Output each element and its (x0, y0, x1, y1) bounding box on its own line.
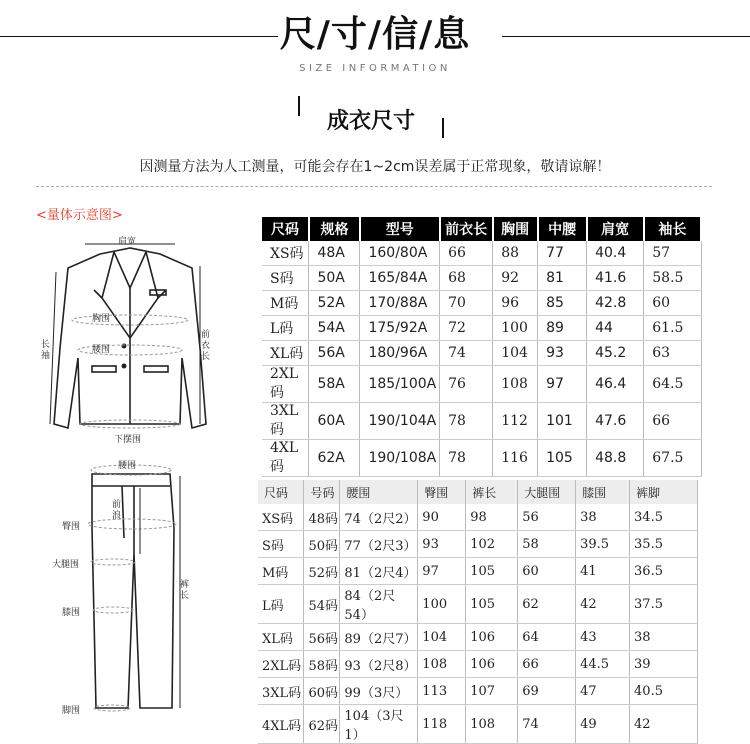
page-title: 尺/寸/信/息 (279, 14, 471, 55)
table-cell: M码 (258, 558, 304, 585)
jacket-size-table (262, 217, 702, 477)
table-cell: 39 (630, 651, 698, 678)
table-row (258, 705, 698, 744)
table-cell: 4XL码 (258, 705, 304, 744)
table-cell: 74 (440, 341, 493, 366)
table-cell: 66 (440, 241, 493, 266)
table-cell: 42.8 (587, 291, 644, 316)
table-cell: 101 (538, 403, 587, 440)
table-cell: 58 (518, 531, 576, 558)
table-cell: 54A (309, 316, 360, 341)
table-cell: 108 (493, 366, 538, 403)
table-cell: 49 (576, 705, 630, 744)
table-cell: 61.5 (644, 316, 701, 341)
table-cell: 78 (440, 440, 493, 477)
table-cell: 4XL码 (262, 440, 309, 477)
table-cell: 58A (309, 366, 360, 403)
table-row (262, 291, 701, 316)
dashed-divider (36, 186, 712, 187)
table-cell: 64 (518, 624, 576, 651)
table-cell: L码 (262, 316, 309, 341)
table-cell: 77（2尺3） (340, 531, 418, 558)
table-cell: 100 (493, 316, 538, 341)
table-cell: 66 (644, 403, 701, 440)
label-front-length: 前衣长 (201, 330, 211, 362)
table-cell: 112 (493, 403, 538, 440)
label-leg-opening: 脚围 (62, 706, 81, 716)
table-cell: 60码 (304, 678, 340, 705)
table-cell: 76 (440, 366, 493, 403)
table-cell: 74 (518, 705, 576, 744)
table-cell: 93 (418, 531, 466, 558)
section-title-box (298, 96, 444, 140)
table-cell: 69 (518, 678, 576, 705)
table-cell: 97 (418, 558, 466, 585)
table-cell: 58.5 (644, 266, 701, 291)
table-cell: 98 (466, 504, 518, 531)
header-cell: 大腿围 (518, 480, 576, 504)
table-row (262, 241, 701, 266)
table-cell: 38 (576, 504, 630, 531)
table-row (258, 585, 698, 624)
jacket-diagram (30, 228, 230, 448)
table-cell: 106 (466, 624, 518, 651)
table-cell: 62 (518, 585, 576, 624)
table-cell: 37.5 (630, 585, 698, 624)
table-cell: 57 (644, 241, 701, 266)
table-cell: 48码 (304, 504, 340, 531)
table-cell: XS码 (258, 504, 304, 531)
table-cell: 92 (493, 266, 538, 291)
table-cell: 44 (587, 316, 644, 341)
table-cell: 89（2尺7） (340, 624, 418, 651)
table-cell: 96 (493, 291, 538, 316)
table-cell: 116 (493, 440, 538, 477)
table-cell: 185/100A (360, 366, 440, 403)
header-cell: 尺码 (262, 217, 309, 241)
label-knee: 膝围 (62, 608, 81, 618)
table-cell: 62码 (304, 705, 340, 744)
table-cell: 90 (418, 504, 466, 531)
label-pants-waist: 腰围 (118, 461, 137, 471)
table-cell: 35.5 (630, 531, 698, 558)
table-cell: 190/104A (360, 403, 440, 440)
table-cell: 105 (466, 585, 518, 624)
table-row (262, 403, 701, 440)
table-cell: 42 (630, 705, 698, 744)
table-cell: 104（3尺1） (340, 705, 418, 744)
table-row (258, 531, 698, 558)
table-cell: XL码 (258, 624, 304, 651)
table-cell: 102 (466, 531, 518, 558)
table-cell: 54码 (304, 585, 340, 624)
table-cell: 3XL码 (262, 403, 309, 440)
table-cell: 42 (576, 585, 630, 624)
table-cell: 52A (309, 291, 360, 316)
table-cell: S码 (258, 531, 304, 558)
header-cell: 膝围 (576, 480, 630, 504)
label-pants-length: 裤长 (180, 580, 190, 601)
pants-size-table (258, 480, 698, 744)
table-cell: 56A (309, 341, 360, 366)
table-cell: 60 (644, 291, 701, 316)
table-cell: 165/84A (360, 266, 440, 291)
page-subtitle: SIZE INFORMATION (299, 63, 451, 74)
table-cell: 60 (518, 558, 576, 585)
table-cell: 77 (538, 241, 587, 266)
table-cell: 113 (418, 678, 466, 705)
table-cell: 84（2尺54） (340, 585, 418, 624)
table-cell: 74（2尺2） (340, 504, 418, 531)
table-cell: 108 (466, 705, 518, 744)
section-title: 成衣尺寸 (326, 109, 415, 134)
label-waist: 腰围 (92, 345, 111, 355)
table-cell: L码 (258, 585, 304, 624)
table-cell: 93（2尺8） (340, 651, 418, 678)
table-cell: 56码 (304, 624, 340, 651)
table-cell: M码 (262, 291, 309, 316)
label-shoulder: 肩宽 (118, 237, 137, 247)
table-cell: 48A (309, 241, 360, 266)
table-row (258, 558, 698, 585)
table-cell: 190/108A (360, 440, 440, 477)
header-cell: 前衣长 (440, 217, 493, 241)
table-cell: 106 (466, 651, 518, 678)
table-header-row (258, 480, 698, 504)
table-cell: 2XL码 (262, 366, 309, 403)
label-front-rise: 前浪 (112, 500, 122, 521)
table-cell: XS码 (262, 241, 309, 266)
measurement-notice: 因测量方法为人工测量，可能会存在1~2cm误差属于正常现象，敬请谅解！ (139, 159, 611, 175)
table-cell: 170/88A (360, 291, 440, 316)
table-cell: 88 (493, 241, 538, 266)
header-cell: 尺码 (258, 480, 304, 504)
table-cell: 52码 (304, 558, 340, 585)
table-cell: 62A (309, 440, 360, 477)
table-cell: 72 (440, 316, 493, 341)
table-cell: 118 (418, 705, 466, 744)
header-cell: 臀围 (418, 480, 466, 504)
header-cell: 型号 (360, 217, 440, 241)
table-cell: 40.5 (630, 678, 698, 705)
table-cell: 105 (466, 558, 518, 585)
table-cell: 47 (576, 678, 630, 705)
table-cell: S码 (262, 266, 309, 291)
table-cell: 66 (518, 651, 576, 678)
table-cell: 45.2 (587, 341, 644, 366)
table-cell: 50码 (304, 531, 340, 558)
table-cell: 38 (630, 624, 698, 651)
table-cell: 48.8 (587, 440, 644, 477)
table-row (262, 341, 701, 366)
diagram-label: <量体示意图> (36, 208, 123, 223)
header-cell: 胸围 (493, 217, 538, 241)
table-cell: 60A (309, 403, 360, 440)
table-cell: 39.5 (576, 531, 630, 558)
table-cell: 85 (538, 291, 587, 316)
table-row (258, 678, 698, 705)
table-cell: 107 (466, 678, 518, 705)
header-cell: 中腰 (538, 217, 587, 241)
table-cell: 81（2尺4） (340, 558, 418, 585)
table-cell: 97 (538, 366, 587, 403)
table-cell: 93 (538, 341, 587, 366)
table-cell: 70 (440, 291, 493, 316)
label-hip: 臀围 (62, 522, 81, 532)
table-header-row (262, 217, 701, 241)
table-cell: 100 (418, 585, 466, 624)
table-cell: 108 (418, 651, 466, 678)
label-chest: 胸围 (92, 314, 111, 324)
table-cell: 67.5 (644, 440, 701, 477)
header-cell: 肩宽 (587, 217, 644, 241)
table-cell: 50A (309, 266, 360, 291)
table-cell: 105 (538, 440, 587, 477)
table-cell: 104 (493, 341, 538, 366)
table-cell: XL码 (262, 341, 309, 366)
table-row (262, 316, 701, 341)
label-sleeve: 长袖 (41, 340, 51, 361)
table-cell: 34.5 (630, 504, 698, 531)
header-cell: 裤脚 (630, 480, 698, 504)
table-cell: 3XL码 (258, 678, 304, 705)
table-cell: 41 (576, 558, 630, 585)
table-cell: 78 (440, 403, 493, 440)
header-cell: 号码 (304, 480, 340, 504)
header-cell: 腰围 (340, 480, 418, 504)
table-cell: 58码 (304, 651, 340, 678)
table-row (262, 366, 701, 403)
table-cell: 68 (440, 266, 493, 291)
table-cell: 104 (418, 624, 466, 651)
table-cell: 160/80A (360, 241, 440, 266)
table-cell: 2XL码 (258, 651, 304, 678)
table-cell: 40.4 (587, 241, 644, 266)
table-row (262, 440, 701, 477)
table-cell: 175/92A (360, 316, 440, 341)
table-cell: 36.5 (630, 558, 698, 585)
table-cell: 81 (538, 266, 587, 291)
table-cell: 89 (538, 316, 587, 341)
header-cell: 裤长 (466, 480, 518, 504)
table-row (262, 266, 701, 291)
table-cell: 46.4 (587, 366, 644, 403)
table-row (258, 624, 698, 651)
table-cell: 41.6 (587, 266, 644, 291)
table-cell: 63 (644, 341, 701, 366)
label-thigh: 大腿围 (52, 560, 80, 570)
table-cell: 47.6 (587, 403, 644, 440)
table-cell: 64.5 (644, 366, 701, 403)
table-cell: 43 (576, 624, 630, 651)
table-cell: 99（3尺） (340, 678, 418, 705)
table-cell: 180/96A (360, 341, 440, 366)
header-cell: 袖长 (644, 217, 701, 241)
table-cell: 56 (518, 504, 576, 531)
table-cell: 44.5 (576, 651, 630, 678)
header-cell: 规格 (309, 217, 360, 241)
label-hem: 下摆围 (114, 435, 142, 445)
table-row (258, 504, 698, 531)
table-row (258, 651, 698, 678)
